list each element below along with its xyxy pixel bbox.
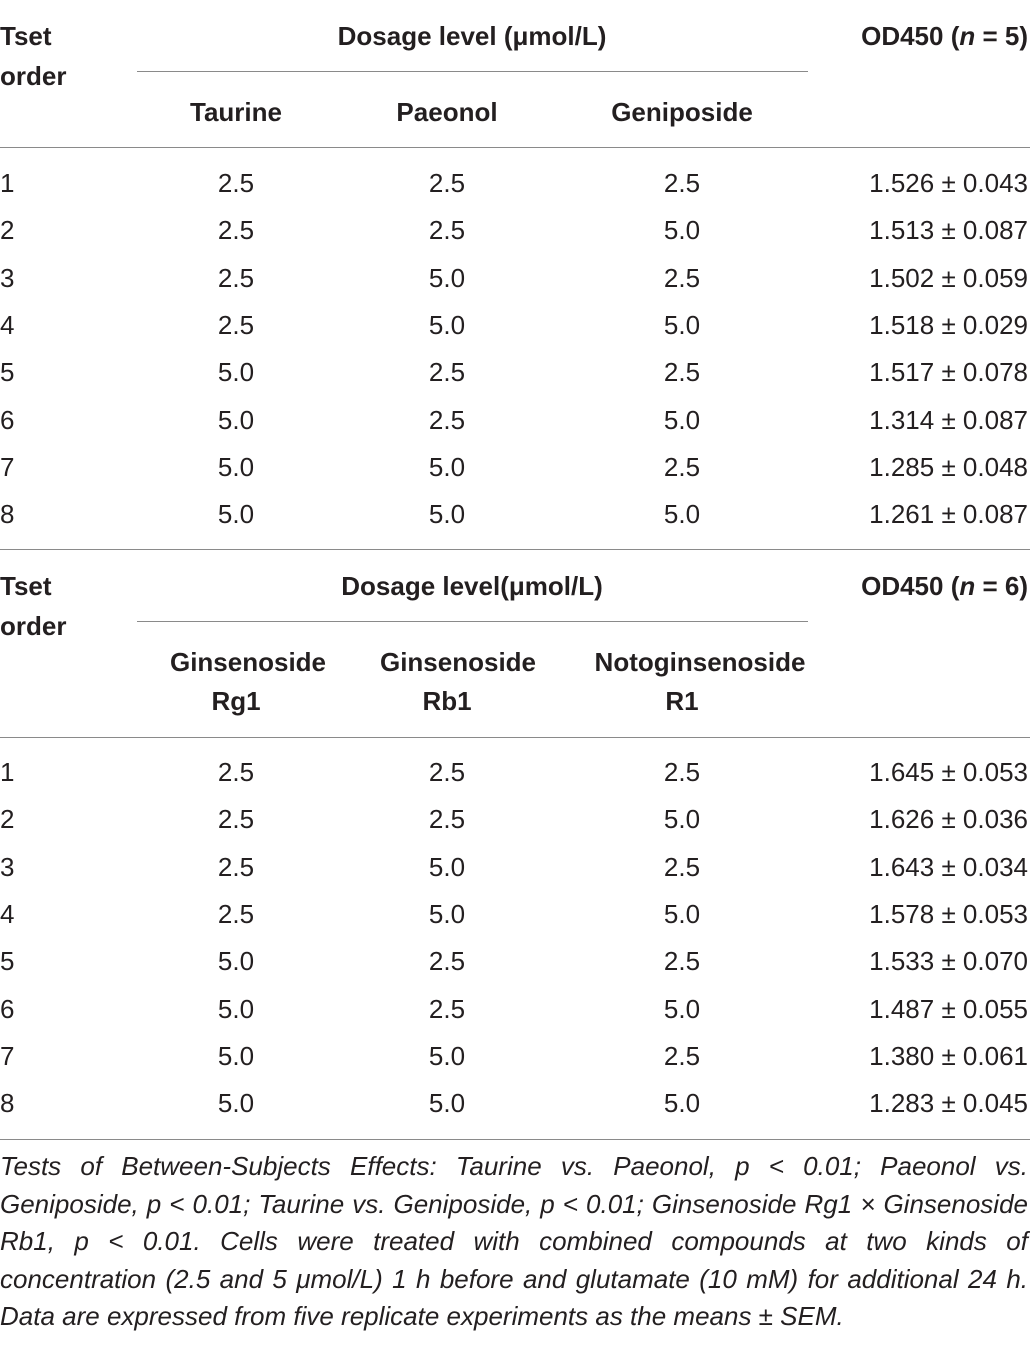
od450-header: OD450 (n = 6): [861, 571, 1028, 601]
order-cell: 7: [0, 451, 15, 482]
order-cell: 1: [0, 757, 15, 787]
dose-a-cell: 2.5: [217, 757, 255, 787]
dose-c-cell: 5.0: [663, 1088, 701, 1119]
dose-a-cell: 2.5: [217, 804, 255, 835]
dose-b-cell: 2.5: [428, 215, 466, 246]
dose-b-cell: 2.5: [428, 357, 466, 388]
dose-a-cell: 2.5: [217, 898, 255, 929]
header-divider: [0, 147, 1030, 148]
order-cell: 6: [0, 993, 15, 1024]
notoginsenoside-r1-header-l1: Notoginsenoside: [594, 647, 806, 677]
dose-a-cell: 2.5: [217, 309, 255, 340]
order-cell: 4: [0, 898, 15, 929]
paeonol-header: Paeonol: [396, 97, 498, 127]
col-order-header-l1: Tset: [0, 21, 52, 51]
table-footnote: Tests of Between-Subjects Effects: Taurine vs. Paeonol, p < 0.01; Paeonol vs. Geniposide, p < 0.01; Taurine vs. Geniposide, p < 0.01; Ginsenoside Rg1 × Ginsenoside Rb1, p < 0.01. Cells were treated with combined compounds at two kinds of concentration (2.5 and 5 μmol/L) 1 h before and glutamate (10 mM) for additional 24 h. Data are expressed from five replicate experiments as the means ± SEM.: [0, 1151, 1028, 1331]
dose-b-cell: 5.0: [428, 451, 466, 482]
dose-a-cell: 5.0: [217, 1040, 255, 1071]
dose-b-cell: 2.5: [428, 993, 466, 1024]
od450-cell: 1.283 ± 0.045: [869, 1088, 1028, 1119]
dose-c-cell: 2.5: [663, 757, 701, 787]
dose-b-cell: 2.5: [428, 946, 466, 977]
od450-cell: 1.502 ± 0.059: [869, 262, 1028, 293]
dose-b-cell: 5.0: [428, 499, 466, 530]
dose-b-cell: 5.0: [428, 1040, 466, 1071]
dose-b-cell: 5.0: [428, 851, 466, 882]
dose-a-cell: 5.0: [217, 357, 255, 388]
dose-b-cell: 2.5: [428, 168, 466, 198]
dose-c-cell: 2.5: [663, 357, 701, 388]
dose-b-cell: 5.0: [428, 309, 466, 340]
table-1: [0, 0, 1030, 550]
dose-b-cell: 2.5: [428, 757, 466, 787]
order-cell: 3: [0, 851, 15, 882]
od450-cell: 1.518 ± 0.029: [869, 309, 1028, 340]
od450-cell: 1.487 ± 0.055: [869, 993, 1028, 1024]
dose-c-cell: 2.5: [663, 262, 701, 293]
table-2: [0, 550, 1030, 1140]
od450-cell: 1.578 ± 0.053: [869, 898, 1028, 929]
dose-b-cell: 5.0: [428, 1088, 466, 1119]
dose-a-cell: 5.0: [217, 451, 255, 482]
col-order-header-l2: order: [0, 611, 67, 641]
dose-a-cell: 5.0: [217, 993, 255, 1024]
od450-cell: 1.261 ± 0.087: [869, 499, 1028, 530]
dose-c-cell: 5.0: [663, 898, 701, 929]
od450-cell: 1.526 ± 0.043: [869, 168, 1028, 198]
dose-a-cell: 5.0: [217, 946, 255, 977]
dose-a-cell: 5.0: [217, 404, 255, 435]
dosage-group-header: Dosage level (μmol/L): [337, 21, 607, 51]
group-underline: [137, 71, 808, 72]
ginsenoside-rg1-header-l1: Ginsenoside: [169, 647, 327, 677]
od450-cell: 1.626 ± 0.036: [869, 804, 1028, 835]
dose-c-cell: 5.0: [663, 804, 701, 835]
col-order-header-l2: order: [0, 61, 67, 91]
taurine-header: Taurine: [190, 97, 282, 127]
od450-cell: 1.513 ± 0.087: [869, 215, 1028, 246]
dose-b-cell: 5.0: [428, 262, 466, 293]
dose-b-cell: 5.0: [428, 898, 466, 929]
ginsenoside-rb1-header-l1: Ginsenoside: [379, 647, 537, 677]
dose-c-cell: 2.5: [663, 1040, 701, 1071]
notoginsenoside-r1-header-l2: R1: [665, 686, 699, 716]
dose-c-cell: 5.0: [663, 993, 701, 1024]
dose-b-cell: 2.5: [428, 804, 466, 835]
order-cell: 5: [0, 357, 15, 388]
order-cell: 5: [0, 946, 15, 977]
dose-c-cell: 5.0: [663, 309, 701, 340]
dosage-group-header: Dosage level(μmol/L): [341, 571, 603, 601]
dose-a-cell: 5.0: [217, 1088, 255, 1119]
dose-c-cell: 2.5: [663, 851, 701, 882]
group-underline: [137, 621, 808, 622]
dose-a-cell: 5.0: [217, 499, 255, 530]
order-cell: 7: [0, 1040, 15, 1071]
od450-header: OD450 (n = 5): [861, 21, 1028, 51]
dose-a-cell: 2.5: [217, 851, 255, 882]
ginsenoside-rg1-header-l2: Rg1: [211, 686, 261, 716]
order-cell: 3: [0, 262, 15, 293]
order-cell: 4: [0, 309, 15, 340]
order-cell: 2: [0, 804, 15, 835]
order-cell: 6: [0, 404, 15, 435]
od450-cell: 1.645 ± 0.053: [869, 757, 1028, 787]
dose-a-cell: 2.5: [217, 262, 255, 293]
od450-cell: 1.285 ± 0.048: [869, 451, 1028, 482]
dose-a-cell: 2.5: [217, 215, 255, 246]
dose-c-cell: 2.5: [663, 168, 701, 198]
dose-c-cell: 5.0: [663, 215, 701, 246]
geniposide-header: Geniposide: [611, 97, 753, 127]
dose-b-cell: 2.5: [428, 404, 466, 435]
ginsenoside-rb1-header-l2: Rb1: [422, 686, 472, 716]
dose-c-cell: 5.0: [663, 404, 701, 435]
order-cell: 1: [0, 168, 15, 198]
footnote-divider: [0, 1139, 1030, 1140]
od450-cell: 1.380 ± 0.061: [869, 1040, 1028, 1071]
header-divider: [0, 737, 1030, 738]
order-cell: 8: [0, 499, 15, 530]
order-cell: 2: [0, 215, 15, 246]
dose-a-cell: 2.5: [217, 168, 255, 198]
dose-c-cell: 2.5: [663, 946, 701, 977]
od450-cell: 1.314 ± 0.087: [869, 404, 1028, 435]
od450-cell: 1.643 ± 0.034: [869, 851, 1028, 882]
od450-cell: 1.517 ± 0.078: [869, 357, 1028, 388]
dose-c-cell: 5.0: [663, 499, 701, 530]
od450-cell: 1.533 ± 0.070: [869, 946, 1028, 977]
dose-c-cell: 2.5: [663, 451, 701, 482]
order-cell: 8: [0, 1088, 15, 1119]
col-order-header-l1: Tset: [0, 571, 52, 601]
